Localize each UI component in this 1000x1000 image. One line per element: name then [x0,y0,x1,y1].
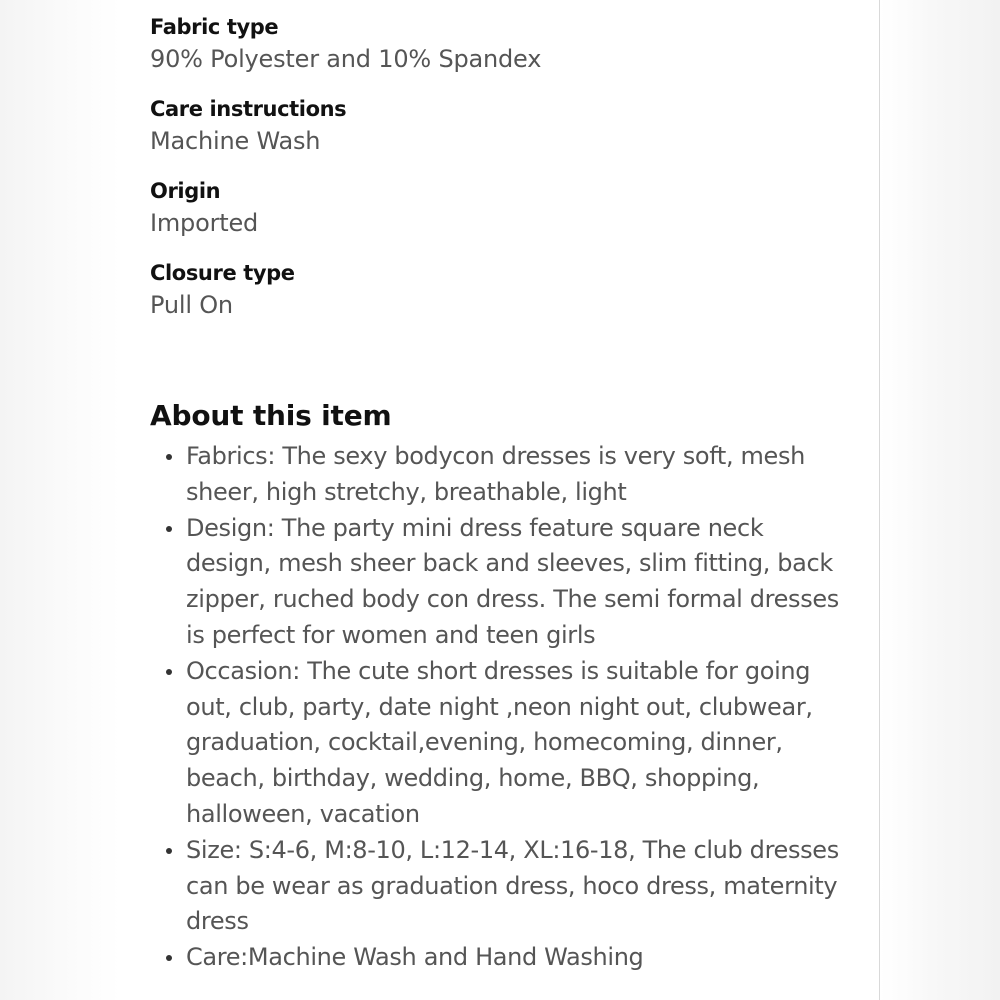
detail-label: Closure type [150,261,295,285]
detail-value: Pull On [150,291,233,319]
detail-origin [150,176,850,240]
about-bullet-list [150,439,850,976]
about-heading: About this item [150,399,392,432]
bullet-text: Size: S:4-6, M:8-10, L:12-14, XL:16-18, The club dresses can be wear as graduation dress, hoco dress, maternity dress [186,835,839,936]
product-details-panel [120,0,880,1000]
detail-value: Machine Wash [150,127,321,155]
detail-value: 90% Polyester and 10% Spandex [150,45,542,73]
bullet-item-size [150,833,850,940]
detail-label: Care instructions [150,97,347,121]
detail-fabric-type [150,12,850,76]
bullet-item-design [150,511,850,654]
detail-care-instructions [150,94,850,158]
bullet-item-fabrics [150,439,850,511]
detail-label: Fabric type [150,15,279,39]
bullet-dot-icon [166,955,172,961]
bullet-text: Care:Machine Wash and Hand Washing [186,943,644,972]
bullet-item-occasion [150,654,850,833]
bullet-item-care [150,940,850,976]
bullet-dot-icon [166,669,172,675]
bullet-dot-icon [166,526,172,532]
bullet-dot-icon [166,454,172,460]
detail-closure-type [150,258,850,322]
bullet-dot-icon [166,848,172,854]
detail-value: Imported [150,209,259,237]
bullet-text: Design: The party mini dress feature square neck design, mesh sheer back and sleeves, slim fitting, back zipper, ruched body con dress. The semi formal dresses is perfect for women and teen girls [186,513,839,649]
detail-label: Origin [150,179,221,203]
about-this-item-section [150,395,850,976]
bullet-text: Fabrics: The sexy bodycon dresses is very soft, mesh sheer, high stretchy, breathable, light [186,442,805,506]
product-details-list [150,12,850,340]
bullet-text: Occasion: The cute short dresses is suitable for going out, club, party, date night ,neon night out, clubwear, graduation, cocktail,evening, homecoming, dinner, beach, birthday, wedding, home, BBQ, shopping, halloween, vacation [186,656,813,828]
